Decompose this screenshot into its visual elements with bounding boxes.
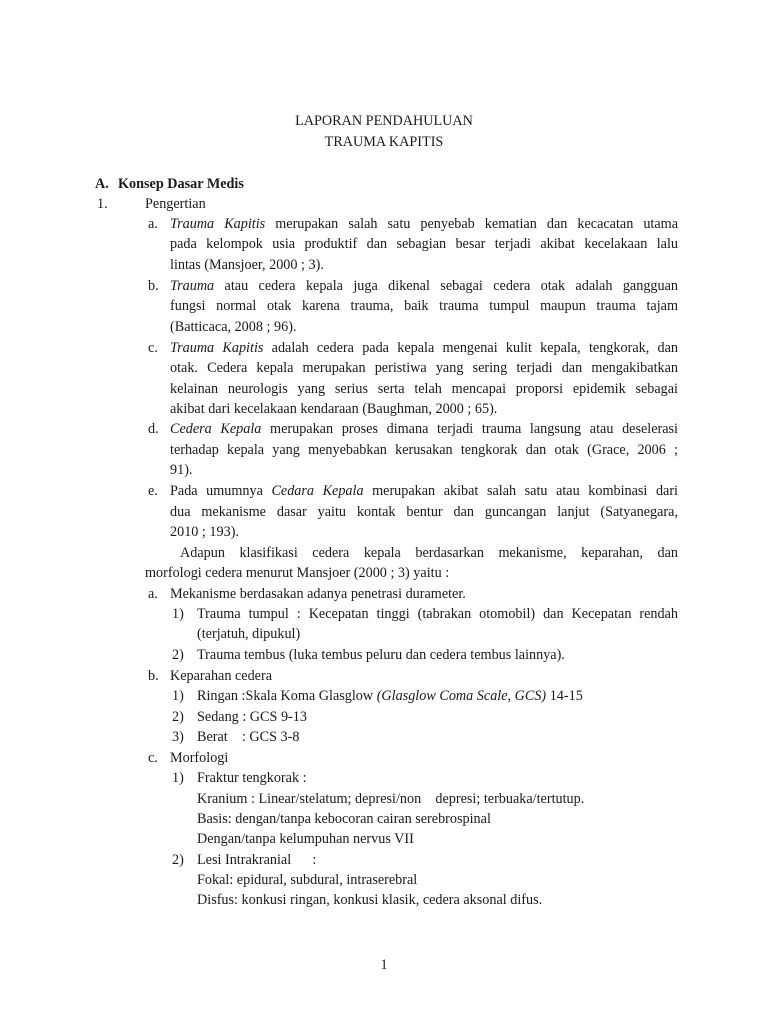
def-b-marker: b. xyxy=(148,278,159,294)
def-c-line-4: akibat dari kecelakaan kendaraan (Baughman, 2000 ; 65). xyxy=(170,401,498,417)
morfologi-label: Morfologi xyxy=(170,750,229,766)
item-1-number: 1. xyxy=(97,196,108,212)
section-a-marker: A. xyxy=(95,176,109,192)
morfologi-1-line-2: Basis: dengan/tanpa kebocoran cairan serebrospinal xyxy=(197,811,491,827)
page-number: 1 xyxy=(380,957,388,973)
keparahan-3-text: Berat : GCS 3-8 xyxy=(197,729,300,745)
def-b-line-1: Trauma atau cedera kepala juga dikenal sebagai cedera otak adalah gangguan xyxy=(170,278,678,294)
def-d-term: Cedera Kepala xyxy=(170,421,262,437)
keparahan-1-text: Ringan :Skala Koma Glasglow (Glasglow Coma Scale, GCS) 14-15 xyxy=(197,688,583,704)
item-1-label: Pengertian xyxy=(145,196,206,212)
def-b-line-3: (Batticaca, 2008 ; 96). xyxy=(170,319,297,335)
keparahan-marker: b. xyxy=(148,668,159,684)
def-e-marker: e. xyxy=(148,483,158,499)
keparahan-2-text: Sedang : GCS 9-13 xyxy=(197,709,307,725)
def-e-line-3: 2010 ; 193). xyxy=(170,524,239,540)
morfologi-2-line-1: Fokal: epidural, subdural, intraserebral xyxy=(197,872,418,888)
def-c-line-2: otak. Cedera kepala merupakan peristiwa yang sering terjadi dan mengakibatkan xyxy=(170,360,678,376)
mekanisme-2-line-1: Trauma tembus (luka tembus peluru dan cedera tembus lainnya). xyxy=(197,647,565,663)
morfologi-marker: c. xyxy=(148,750,158,766)
morfologi-1-line-3: Dengan/tanpa kelumpuhan nervus VII xyxy=(197,831,414,847)
def-d-marker: d. xyxy=(148,421,159,437)
keparahan-2-num: 2) xyxy=(172,709,184,725)
mekanisme-1-line-1: Trauma tumpul : Kecepatan tinggi (tabrakan otomobil) dan Kecepatan rendah xyxy=(197,606,678,622)
def-a-line-3: lintas (Mansjoer, 2000 ; 3). xyxy=(170,257,324,273)
mekanisme-1-line-2: (terjatuh, dipukul) xyxy=(197,626,301,642)
mekanisme-2-num: 2) xyxy=(172,647,184,663)
def-a-line-2: pada kelompok usia produktif dan sebagian besar terjadi akibat kecelakaan lalu xyxy=(170,236,678,252)
def-e-term: Cedara Kepala xyxy=(271,483,364,499)
def-c-marker: c. xyxy=(148,340,158,356)
document-title: LAPORAN PENDAHULUAN xyxy=(295,113,473,129)
def-c-line-3: kelainan neurologis yang serius serta telah mencapai proporsi epidemik sebagai xyxy=(170,381,678,397)
morfologi-2-line-2: Disfus: konkusi ringan, konkusi klasik, cedera aksonal difus. xyxy=(197,892,543,908)
def-e-line-1: Pada umumnya Cedara Kepala merupakan akibat salah satu atau kombinasi dari xyxy=(170,483,678,499)
def-a-term: Trauma Kapitis xyxy=(170,216,266,232)
def-d-line-3: 91). xyxy=(170,462,193,478)
mekanisme-label: Mekanisme berdasakan adanya penetrasi durameter. xyxy=(170,586,466,602)
classification-line-1: Adapun klasifikasi cedera kepala berdasarkan mekanisme, keparahan, dan xyxy=(180,545,678,561)
section-a-heading: Konsep Dasar Medis xyxy=(118,176,244,192)
keparahan-label: Keparahan cedera xyxy=(170,668,272,684)
morfologi-1-num: 1) xyxy=(172,770,184,786)
def-d-line-1: Cedera Kepala merupakan proses dimana terjadi trauma langsung atau deselerasi xyxy=(170,421,679,437)
def-a-line-1: Trauma Kapitis merupakan salah satu penyebab kematian dan kecacatan utama xyxy=(170,216,679,232)
mekanisme-marker: a. xyxy=(148,586,158,602)
def-c-line-1: Trauma Kapitis adalah cedera pada kepala mengenai kulit kepala, tengkorak, dan xyxy=(170,340,678,356)
def-d-line-2: terhadap kepala yang menyebabkan kerusakan tengkorak dan otak (Grace, 2006 ; xyxy=(170,442,678,458)
morfologi-1-line-1: Kranium : Linear/stelatum; depresi/non depresi; terbuaka/tertutup. xyxy=(197,791,585,807)
document-subtitle: TRAUMA KAPITIS xyxy=(324,134,444,150)
def-b-term: Trauma xyxy=(170,278,215,294)
classification-line-2: morfologi cedera menurut Mansjoer (2000 ; 3) yaitu : xyxy=(145,565,450,581)
morfologi-1-head: Fraktur tengkorak : xyxy=(197,770,307,786)
keparahan-3-num: 3) xyxy=(172,729,184,745)
morfologi-2-num: 2) xyxy=(172,852,184,868)
morfologi-2-head: Lesi Intrakranial : xyxy=(197,852,317,868)
def-c-term: Trauma Kapitis xyxy=(170,340,264,356)
def-a-marker: a. xyxy=(148,216,158,232)
mekanisme-1-num: 1) xyxy=(172,606,184,622)
def-e-line-2: dua mekanisme dasar yaitu kontak bentur dan guncangan lanjut (Satyanegara, xyxy=(170,504,678,520)
def-b-line-2: fungsi normal otak karena trauma, baik trauma tumpul maupun trauma tajam xyxy=(170,298,678,314)
keparahan-1-num: 1) xyxy=(172,688,184,704)
